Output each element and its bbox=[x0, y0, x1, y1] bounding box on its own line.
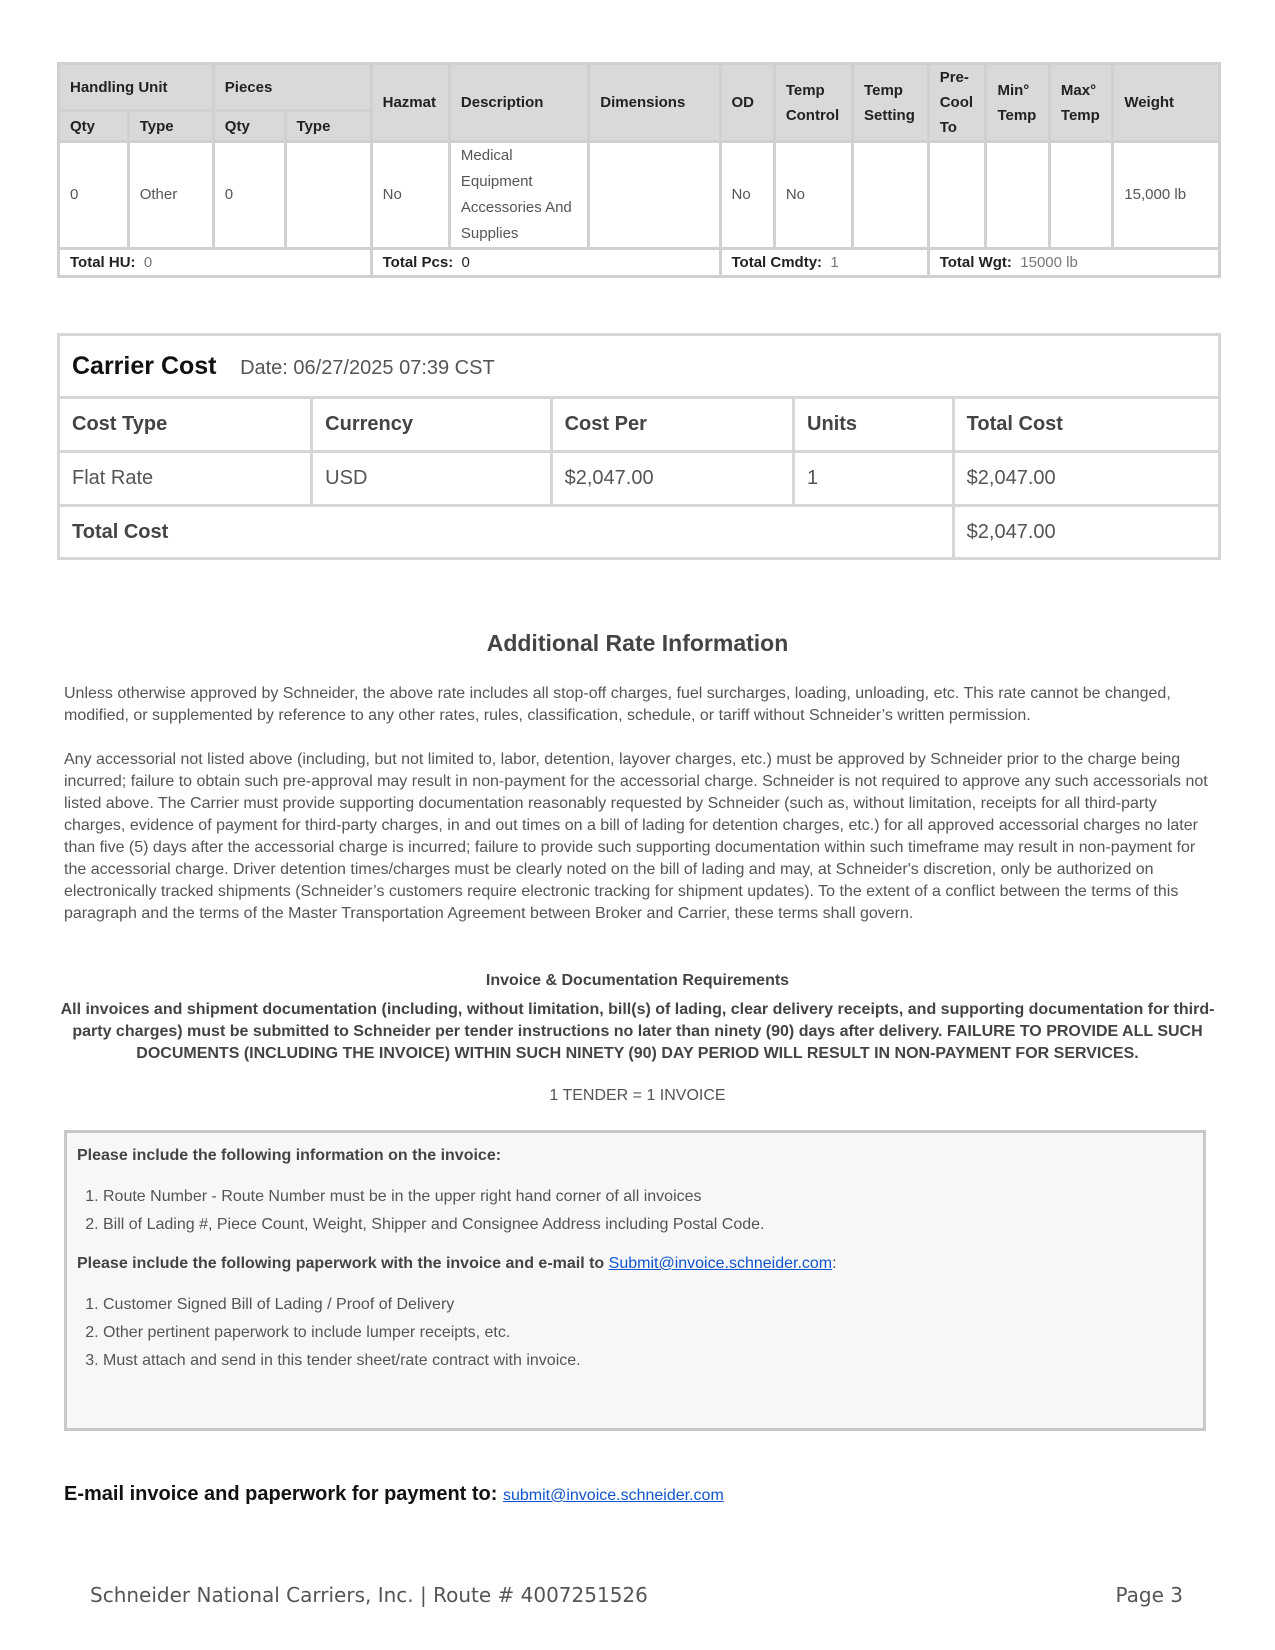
rate-paragraph-2: Any accessorial not listed above (including, but not limited to, labor, detention, layover charges, etc.) must be approved by Schneider prior to the charge being incurred; failure to obtain such pre-approval may result in non-payment for the accessorial charge. Schneider is not required to approve any such accessorials not listed above. The Carrier must provide supporting documentation reasonably requested by Schneider (such as, without limitation, receipts for all third-party charges, evidence of payment for third-party charges, in and out times on a bill of lading for detention charges, etc.) for all approved accessorial charges no later than five (5) days after the accessorial charge is incurred; failure to provide such supporting documentation within such timeframe may result in non-payment for the accessorial charge. Driver detention times/charges must be clearly noted on the bill of lading and may, at Schneider's discretion, only be authorized on electronically tracked shipments (Schneider’s customers require electronic tracking for shipment updates). To the extent of a conflict between the terms of this paragraph and the terms of the Master Transportation Agreement between Broker and Carrier, these terms shall govern. bbox=[64, 751, 1208, 922]
total-cost-cell: $2,047.00 bbox=[953, 452, 1219, 506]
total-cost-value: $2,047.00 bbox=[953, 506, 1219, 559]
description-header: Description bbox=[449, 64, 588, 142]
paperwork-list bbox=[77, 1291, 1193, 1375]
cost-per-header: Cost Per bbox=[551, 398, 793, 452]
dimensions-header: Dimensions bbox=[589, 64, 720, 142]
pcs-type-cell bbox=[285, 142, 371, 249]
list-item: 1. Customer Signed Bill of Lading / Proof of Delivery bbox=[103, 1291, 1193, 1319]
total-pcs-label: Total Pcs: bbox=[382, 254, 454, 271]
max-temp-header: Max° Temp bbox=[1049, 64, 1112, 142]
table-row bbox=[59, 142, 1220, 249]
pcs-type-header: Type bbox=[285, 111, 371, 142]
total-hu-value: 0 bbox=[143, 254, 153, 271]
hu-type-header: Type bbox=[128, 111, 213, 142]
carrier-cost-title: Carrier Cost bbox=[72, 351, 217, 380]
email-payment-line bbox=[64, 1483, 724, 1506]
paperwork-heading bbox=[77, 1253, 1193, 1275]
invoice-info-list bbox=[77, 1183, 1193, 1239]
total-hu bbox=[59, 249, 372, 277]
footer-company-route: Schneider National Carriers, Inc. | Route # 4007251526 bbox=[90, 1583, 648, 1607]
hazmat-header: Hazmat bbox=[371, 64, 449, 142]
currency-cell: USD bbox=[312, 452, 551, 506]
submit-email-link[interactable]: Submit@invoice.schneider.com bbox=[608, 1255, 833, 1272]
total-wgt-value: 15000 lb bbox=[1020, 254, 1078, 271]
total-cmdty-label: Total Cmdty: bbox=[731, 254, 823, 271]
cost-type-cell: Flat Rate bbox=[59, 452, 312, 506]
units-cell: 1 bbox=[794, 452, 954, 506]
cost-type-header: Cost Type bbox=[59, 398, 312, 452]
footer-page-number: Page 3 bbox=[1115, 1583, 1183, 1607]
units-header: Units bbox=[794, 398, 954, 452]
total-pcs bbox=[371, 249, 720, 277]
carrier-cost-table bbox=[57, 333, 1221, 560]
currency-header: Currency bbox=[312, 398, 551, 452]
pcs-qty-cell: 0 bbox=[213, 142, 285, 249]
totals-row bbox=[59, 249, 1220, 277]
temp-control-header: Temp Control bbox=[774, 64, 852, 142]
list-item: 1. Route Number - Route Number must be in the upper right hand corner of all invoices bbox=[103, 1183, 1193, 1211]
paperwork-heading-text: Please include the following paperwork with the invoice and e-mail to bbox=[77, 1255, 609, 1272]
carrier-cost-title-cell bbox=[59, 335, 1220, 398]
od-cell: No bbox=[720, 142, 774, 249]
temp-setting-header: Temp Setting bbox=[853, 64, 929, 142]
dimensions-cell bbox=[589, 142, 720, 249]
list-item: 2. Bill of Lading #, Piece Count, Weight, Shipper and Consignee Address including Postal Code. bbox=[103, 1211, 1193, 1239]
pcs-qty-header: Qty bbox=[213, 111, 285, 142]
handling-unit-header: Handling Unit bbox=[59, 64, 214, 111]
cost-per-cell: $2,047.00 bbox=[551, 452, 793, 506]
invoice-instructions-box bbox=[64, 1130, 1206, 1431]
hu-qty-cell: 0 bbox=[59, 142, 129, 249]
pre-cool-to-header: Pre-Cool To bbox=[928, 64, 986, 142]
total-hu-label: Total HU: bbox=[70, 254, 136, 271]
list-item: 2. Other pertinent paperwork to include lumper receipts, etc. bbox=[103, 1319, 1193, 1347]
tender-invoice-note: 1 TENDER = 1 INVOICE bbox=[549, 1087, 726, 1104]
total-cost-label: Total Cost bbox=[59, 506, 954, 559]
weight-header: Weight bbox=[1113, 64, 1220, 142]
hazmat-cell: No bbox=[371, 142, 449, 249]
min-temp-cell bbox=[986, 142, 1049, 249]
hu-qty-header: Qty bbox=[59, 111, 129, 142]
list-item: 3. Must attach and send in this tender sheet/rate contract with invoice. bbox=[103, 1347, 1193, 1375]
pieces-header: Pieces bbox=[213, 64, 371, 111]
weight-cell: 15,000 lb bbox=[1113, 142, 1220, 249]
od-header: OD bbox=[720, 64, 774, 142]
total-cost-header: Total Cost bbox=[953, 398, 1219, 452]
temp-control-cell: No bbox=[774, 142, 852, 249]
min-temp-header: Min° Temp bbox=[986, 64, 1049, 142]
rate-paragraph-1: Unless otherwise approved by Schneider, the above rate includes all stop-off charges, fuel surcharges, loading, unloading, etc. This rate cannot be changed, modified, or supplemented by reference to any other rates, rules, classification, schedule, or tariff without Schneider’s written permission. bbox=[64, 685, 1171, 724]
total-wgt-label: Total Wgt: bbox=[939, 254, 1012, 271]
total-cmdty bbox=[720, 249, 928, 277]
paperwork-heading-colon: : bbox=[832, 1255, 837, 1272]
payment-email-link[interactable]: submit@invoice.schneider.com bbox=[502, 1487, 724, 1504]
pre-cool-to-cell bbox=[928, 142, 986, 249]
table-row bbox=[59, 452, 1220, 506]
freight-table bbox=[57, 62, 1221, 278]
email-payment-label: E-mail invoice and paperwork for payment to: bbox=[64, 1483, 498, 1505]
total-wgt bbox=[928, 249, 1219, 277]
total-cmdty-value: 1 bbox=[830, 254, 839, 271]
carrier-cost-date: Date: 06/27/2025 07:39 CST bbox=[240, 356, 495, 379]
hu-type-cell: Other bbox=[128, 142, 213, 249]
invoice-info-heading: Please include the following information on the invoice: bbox=[77, 1147, 502, 1164]
invoice-requirements-body: All invoices and shipment documentation (including, without limitation, bill(s) of lading, clear delivery receipts, and supporting documentation for third-party charges) must be submitted to Schneider per tender instructions no later than ninety (90) days after delivery. FAILURE TO PROVIDE ALL SUCH DOCUMENTS (INCLUDING THE INVOICE) WITHIN SUCH NINETY (90) DAY PERIOD WILL RESULT IN NON-PAYMENT FOR SERVICES. bbox=[60, 1001, 1215, 1062]
description-cell: Medical Equipment Accessories And Supplies bbox=[449, 142, 588, 249]
max-temp-cell bbox=[1049, 142, 1112, 249]
total-pcs-value: 0 bbox=[461, 254, 470, 271]
invoice-requirements-title: Invoice & Documentation Requirements bbox=[485, 972, 790, 989]
additional-rate-title: Additional Rate Information bbox=[486, 630, 789, 656]
temp-setting-cell bbox=[853, 142, 929, 249]
